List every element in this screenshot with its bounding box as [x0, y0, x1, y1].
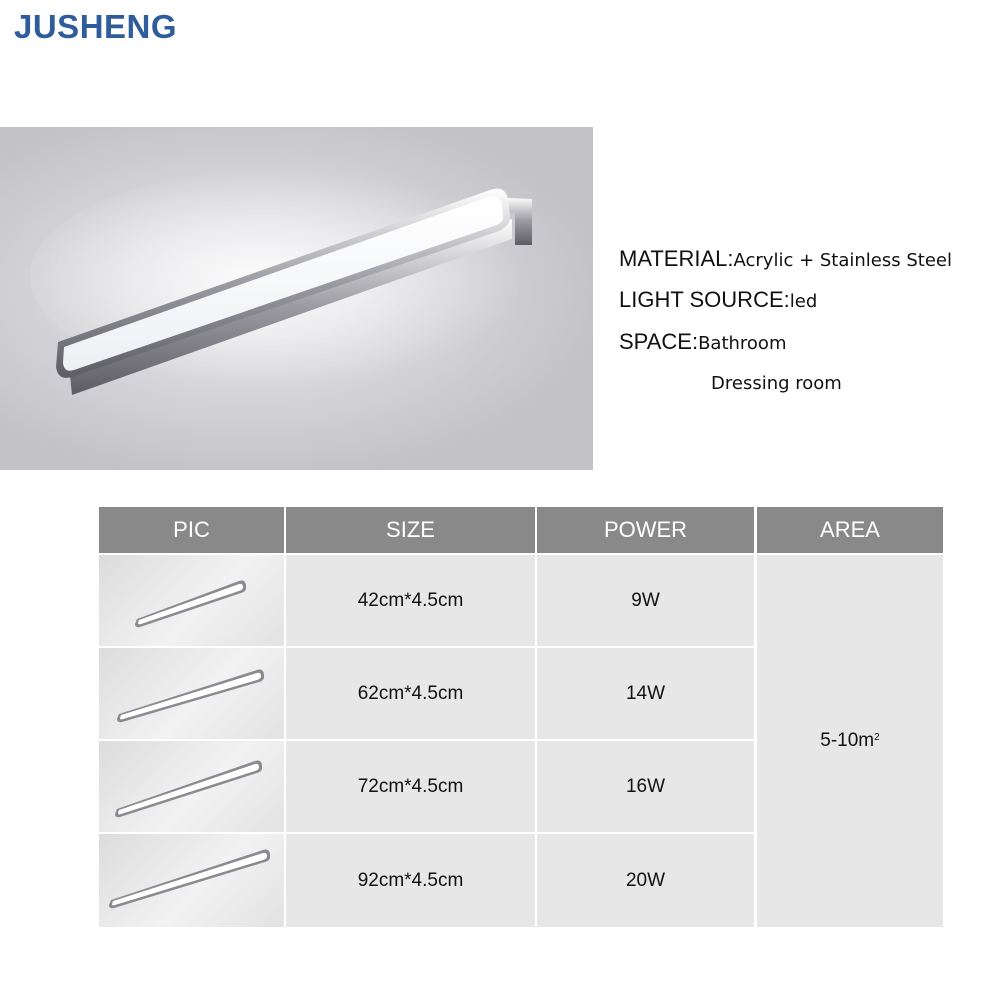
spec-material — [619, 246, 952, 272]
row-power-2: 14W — [537, 648, 754, 739]
spec-material-value: Acrylic + Stainless Steel — [733, 250, 952, 271]
area-value-text: 5-10m — [820, 730, 875, 751]
spec-material-key: MATERIAL: — [619, 246, 734, 271]
row-size-1: 42cm*4.5cm — [286, 555, 535, 646]
header-power: POWER — [537, 507, 754, 553]
lamp-thumbnail-icon — [99, 741, 284, 832]
lamp-thumbnail-icon — [99, 648, 284, 739]
spec-light-source-value: led — [789, 291, 818, 312]
row-size-2: 62cm*4.5cm — [286, 648, 535, 739]
row-pic-62cm — [99, 648, 284, 739]
row-size-3: 72cm*4.5cm — [286, 741, 535, 832]
lamp-thumbnail-icon — [99, 834, 284, 927]
header-size: SIZE — [286, 507, 535, 553]
row-pic-72cm — [99, 741, 284, 832]
brand-logo: JUSHENG — [14, 8, 178, 45]
product-size-table — [99, 507, 943, 927]
spec-space-value: Bathroom — [698, 333, 787, 354]
spec-space-key: SPACE: — [619, 329, 699, 354]
spec-space-value-2: Dressing room — [711, 373, 842, 394]
row-pic-92cm — [99, 834, 284, 927]
row-power-1: 9W — [537, 555, 754, 646]
spec-light-source-key: LIGHT SOURCE: — [619, 287, 790, 312]
area-superscript: 2 — [874, 732, 880, 743]
row-pic-42cm — [99, 555, 284, 646]
header-pic: PIC — [99, 507, 284, 553]
area-value — [820, 730, 879, 752]
row-power-4: 20W — [537, 834, 754, 927]
row-size-4: 92cm*4.5cm — [286, 834, 535, 927]
area-cell — [757, 555, 943, 927]
row-power-3: 16W — [537, 741, 754, 832]
spec-light-source — [619, 287, 817, 313]
lamp-thumbnail-icon — [99, 555, 284, 646]
product-hero-image — [0, 127, 593, 470]
header-area: AREA — [757, 507, 943, 553]
spec-space — [619, 329, 786, 355]
